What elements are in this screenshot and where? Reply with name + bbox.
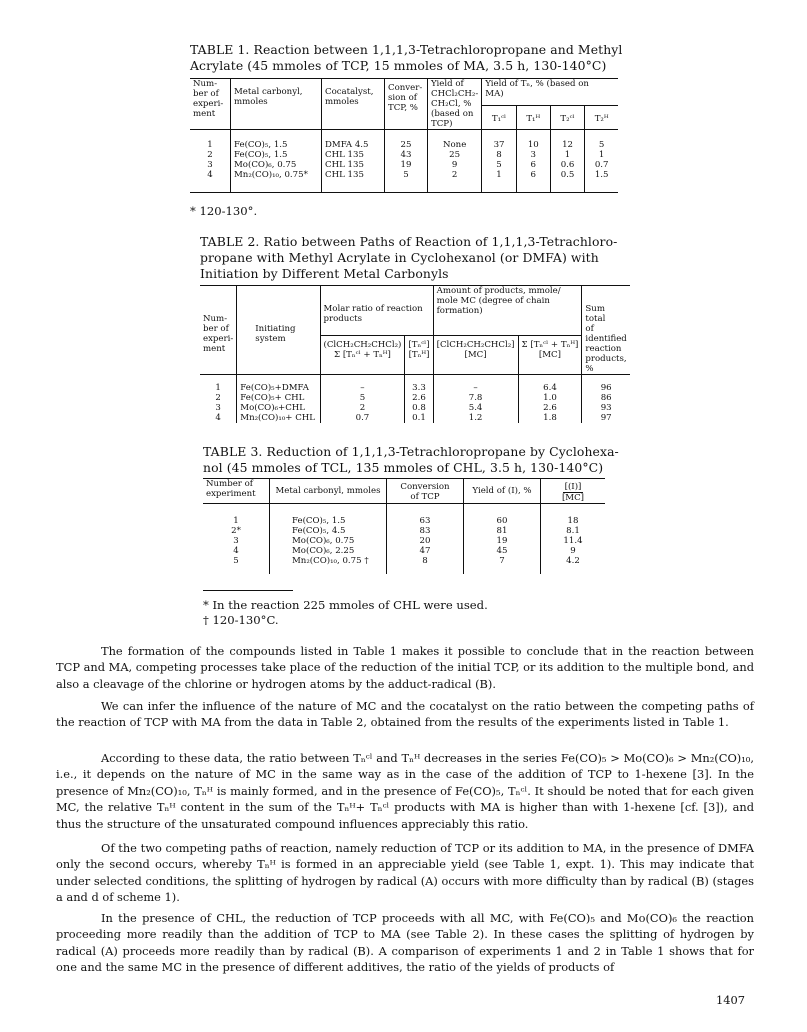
table2-header-exp: Num- ber of experi- ment: [200, 286, 237, 375]
table2-header-molar-a: (ClCH₂CH₂CHCl₂) Σ [Tₙᶜˡ + Tₙᴴ]: [320, 335, 405, 374]
table1-header-t2h: T₂ᴴ: [594, 113, 609, 124]
table-row: 3 Mo(CO)₆, 0.75 20 19 11.4: [203, 536, 605, 546]
table-row: 1 Fe(CO)₅+DMFA – 3.3 – 6.4 96: [200, 383, 630, 393]
table3-header-ratio: [(I)] [MC]: [561, 482, 585, 503]
table2-caption-line1: TABLE 2. Ratio between Paths of Reaction of 1,1,1,3-Tetrachloro-: [200, 234, 618, 249]
table2-header-amount-b: Σ [Tₙᶜˡ + Tₙᴴ] [MC]: [518, 335, 582, 374]
table-row: 2* Fe(CO)₅, 4.5 83 81 8.1: [203, 526, 605, 536]
table1: [190, 78, 618, 192]
table3-header-exp: Number of experiment: [203, 479, 270, 504]
table3: [203, 478, 605, 574]
paragraph-2: We can infer the influence of the nature of MC and the cocatalyst on the ratio between the competing paths of the reaction of TCP with MA from the data in Table 2, obtained from the results of the experiments listed in Table 1.: [56, 699, 754, 730]
table1-header-t1h: T₁ᴴ: [516, 105, 550, 129]
table1-header-exp: Num- ber of experi- ment: [190, 79, 231, 130]
table3-header-yield: Yield of (I), %: [464, 479, 541, 504]
table3-caption-line1: TABLE 3. Reduction of 1,1,1,3-Tetrachloropropane by Cyclohexa-: [203, 444, 619, 459]
paragraph-5: In the presence of CHL, the reduction of TCP proceeds with all MC, with Fe(CO)₅ and Mo(CO)₆ the reaction proceeding more readily than the addition of TCP to MA (see Table 2). In these cases the splitting of hydrogen by radical (A) proceeds more readily than by radical (B). A comparison of experiments 1 and 2 in Table 1 shows that for one and the same MC in the presence of different additives, the ratio of the yields of products of: [56, 911, 754, 975]
table1-caption-line2: Acrylate (45 mmoles of TCP, 15 mmoles of MA, 3.5 h, 130-140°C): [190, 58, 607, 73]
table1-header-cocat: Cocatalyst, mmoles: [322, 79, 385, 130]
table3-header-metal: Metal carbonyl, mmoles: [270, 479, 387, 504]
paragraph-3: According to these data, the ratio between Tₙᶜˡ and Tₙᴴ decreases in the series Fe(CO)₅ > Mo(CO)₆ > Mn₂(CO)₁₀, i.e., it depends on the nature of MC in the same way as in the case of the addition of TCP to 1-hexene [3]. In the presence of Mn₂(CO)₁₀, Tₙᴴ is mainly formed, and in the presence of Fe(CO)₅, Tₙᶜˡ. It should be noted that for each given MC, the relative Tₙᴴ content in the sum of the Tₙᴴ+ Tₙᶜˡ products with MA is higher than with 1-hexene [cf. [3]), and thus the structure of the unsaturated compound influences appreciably this ratio.: [56, 751, 754, 831]
table1-header-t1cl: T₁ᶜˡ: [482, 105, 517, 129]
table1-header-conv: Conver- sion of TCP, %: [385, 79, 428, 130]
table-row: 2 Fe(CO)₅, 1.5 CHL 135 43 25 8 3 1 1: [190, 150, 618, 160]
table3-caption-line2: nol (45 mmoles of TCL, 135 mmoles of CHL, 3.5 h, 130-140°C): [203, 460, 604, 475]
table3-footnote-1: * In the reaction 225 mmoles of CHL were used.: [203, 598, 488, 612]
table2-header-init: Initiating system: [237, 286, 320, 375]
table-row: 2 Fe(CO)₅+ CHL 5 2.6 7.8 1.0 86: [200, 393, 630, 403]
table3-footnote-rule: [203, 590, 293, 591]
table-row: 5 Mn₂(CO)₁₀, 0.75 † 8 7 4.2: [203, 556, 605, 566]
table2-caption-line3: Initiation by Different Metal Carbonyls: [200, 266, 449, 281]
table3-footnote-2: † 120-130°C.: [203, 613, 279, 627]
table1-header-t2cl: T₂ᶜˡ: [550, 105, 585, 129]
table2: [200, 285, 630, 423]
table1-header-yield: Yield of CHCl₂CH₂- CH₂Cl, % (based on TCP): [428, 79, 482, 130]
table2-header-molar: Molar ratio of reaction products: [320, 286, 433, 336]
page-number: 1407: [716, 993, 745, 1007]
table1-header-metal: Metal carbonyl, mmoles: [231, 79, 322, 130]
table1-caption-line1: TABLE 1. Reaction between 1,1,1,3-Tetrachloropropane and Methyl: [190, 42, 623, 57]
table-row: 3 Mo(CO)₆+CHL 2 0.8 5.4 2.6 93: [200, 403, 630, 413]
table-row: 1 Fe(CO)₅, 1.5 DMFA 4.5 25 None 37 10 12 5: [190, 140, 618, 150]
table-row: 4 Mn₂(CO)₁₀, 0.75* CHL 135 5 2 1 6 0.5 1.5: [190, 170, 618, 180]
table-row: 4 Mo(CO)₆, 2.25 47 45 9: [203, 546, 605, 556]
table2-header-amount: Amount of products, mmole/ mole MC (degree of chain formation): [433, 286, 582, 336]
table3-header-conv: Conversion of TCP: [387, 479, 464, 504]
table-row: 3 Mo(CO)₆, 0.75 CHL 135 19 9 5 6 0.6 0.7: [190, 160, 618, 170]
table2-header-sum: Sum total of identified reaction products, %: [585, 304, 627, 374]
paragraph-4: Of the two competing paths of reaction, namely reduction of TCP or its addition to MA, in the presence of DMFA only the second occurs, whereby Tₙᴴ is formed in an appreciable yield (see Table 1, expt. 1). This may indicate that under selected conditions, the splitting of hydrogen by radical (A) occurs with more difficulty than by radical (B) (stages a and d of scheme 1).: [56, 841, 754, 905]
table1-bottom-rule: [190, 192, 618, 193]
table2-header-amount-a: [ClCH₂CH₂CHCl₂] [MC]: [433, 335, 518, 374]
table1-header-yield-tn: Yield of Tₙ, % (based on MA): [482, 79, 618, 106]
table-row: 4 Mn₂(CO)₁₀+ CHL 0.7 0.1 1.2 1.8 97: [200, 413, 630, 423]
table-row: 1 Fe(CO)₅, 1.5 63 60 18: [203, 516, 605, 526]
table2-caption-line2: propane with Methyl Acrylate in Cyclohexanol (or DMFA) with: [200, 250, 599, 265]
table2-header-molar-b: [Tₙᶜˡ] [Tₙᴴ]: [405, 335, 433, 374]
table1-footnote: * 120-130°.: [190, 204, 258, 218]
paragraph-1: The formation of the compounds listed in Table 1 makes it possible to conclude that in the reaction between TCP and MA, competing processes take place of the reduction of the initial TCP, or its addition to the multiple bond, and also a cleavage of the chlorine or hydrogen atoms by the adduct-radical (B).: [56, 644, 754, 691]
